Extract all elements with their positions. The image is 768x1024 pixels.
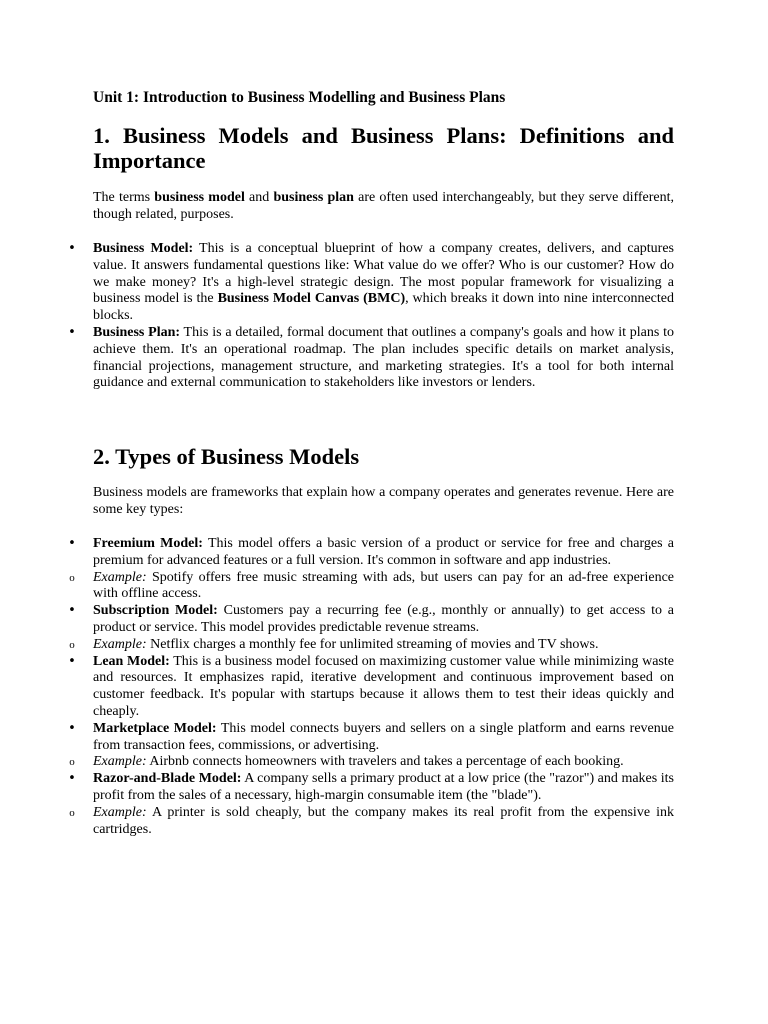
item-term: Marketplace Model:	[93, 720, 217, 736]
item-text: , which breaks it down into nine interconnected blocks.	[93, 291, 674, 324]
bullet-marker: •	[68, 536, 76, 551]
item-term: Razor-and-Blade Model:	[93, 771, 242, 787]
item-term-bmc: Business Model Canvas (BMC)	[217, 291, 406, 307]
example-label: Example:	[93, 804, 147, 820]
list-item-razor-and-blade	[68, 771, 674, 805]
item-term: Freemium Model:	[93, 536, 203, 551]
item-term: Business Model:	[93, 241, 194, 256]
intro-text: and	[244, 190, 274, 205]
list-item-example	[69, 804, 674, 839]
section-2-heading: 2. Types of Business Models	[93, 444, 360, 469]
bullet-marker: •	[68, 720, 76, 736]
item-text: Customers pay a recurring fee (e.g., monthly or annually) to get access to a product or service. This model provides predictable revenue streams.	[93, 603, 675, 635]
item-term: Business Plan:	[93, 324, 181, 340]
sub-marker: o	[69, 756, 75, 769]
list-item-example	[69, 636, 674, 654]
item-text: This is a conceptual blueprint of how a company creates, delivers, and captures value. It answers fundamental questions like: What value do we offer? Who is our customer? How do we make money? It's a high-level strategic design. The most popular framework for visualizing a business model is the	[93, 241, 675, 307]
example-label: Example:	[93, 636, 147, 652]
list-item-business-plan	[68, 324, 674, 392]
section-2-intro: Business models are frameworks that explain how a company operates and generates revenue. Here are some key types:	[93, 485, 674, 517]
example-text: A printer is sold cheaply, but the company makes its real profit from the expensive ink cartridges.	[93, 804, 674, 837]
section-1-heading: 1. Business Models and Business Plans: Definitions and Importance	[93, 123, 674, 173]
example-text: Airbnb connects homeowners with travelers and takes a percentage of each booking.	[146, 754, 624, 770]
item-text: This model offers a basic version of a product or service for free and charges a premium for advanced features or a full version. It's common in software and app industries.	[93, 536, 674, 568]
intro-term-business-plan: business plan	[273, 190, 354, 205]
example-text: Netflix charges a monthly fee for unlimited streaming of movies and TV shows.	[146, 636, 599, 652]
list-item-lean	[68, 653, 674, 721]
list-item-example	[69, 569, 674, 604]
unit-title: Unit 1: Introduction to Business Modelling and Business Plans	[93, 89, 506, 106]
bullet-marker: •	[68, 324, 76, 340]
list-item-subscription	[68, 603, 675, 637]
sub-marker: o	[69, 806, 75, 819]
item-term: Subscription Model:	[93, 603, 218, 619]
section-2-list	[0, 536, 768, 838]
item-text: This model connects buyers and sellers on a single platform and earns revenue from transaction fees, commissions, or advertising.	[93, 720, 674, 753]
bullet-marker: •	[68, 241, 76, 256]
section-1-intro	[93, 190, 674, 224]
list-item-marketplace	[68, 720, 674, 755]
list-item-business-model	[68, 241, 675, 325]
list-item-example	[69, 754, 674, 771]
bullet-marker: •	[68, 653, 76, 669]
intro-text: are often used interchangeably, but they serve different, though related, purposes.	[93, 190, 675, 222]
item-text: A company sells a primary product at a low price (the "razor") and makes its profit from the sales of a necessary, high-margin consumable item (the "blade").	[93, 771, 674, 803]
section-1-list	[0, 241, 768, 392]
sub-marker: o	[69, 638, 75, 651]
intro-text: The terms	[93, 190, 155, 205]
intro-term-business-model: business model	[154, 190, 245, 205]
sub-marker: o	[69, 571, 75, 584]
item-text: This is a business model focused on maximizing customer value while minimizing waste and resources. It emphasizes rapid, iterative development and continuous improvement based on customer feedback. It's popular with startups because it allows them to test their ideas quickly and cheaply.	[93, 653, 674, 719]
item-term: Lean Model:	[93, 653, 170, 669]
example-text: Spotify offers free music streaming with ads, but users can pay for an ad-free experience with offline access.	[93, 569, 674, 602]
example-label: Example:	[93, 569, 147, 585]
bullet-marker: •	[68, 771, 76, 787]
list-item-freemium	[68, 536, 674, 570]
bullet-marker: •	[68, 603, 76, 619]
item-text: This is a detailed, formal document that outlines a company's goals and how it plans to achieve them. It's an operational roadmap. The plan includes specific details on market analysis, financial projections, management structure, and marketing strategies. It's a tool for both internal guidance and external communication to stakeholders like investors or lenders.	[93, 324, 674, 391]
example-label: Example:	[93, 754, 147, 770]
